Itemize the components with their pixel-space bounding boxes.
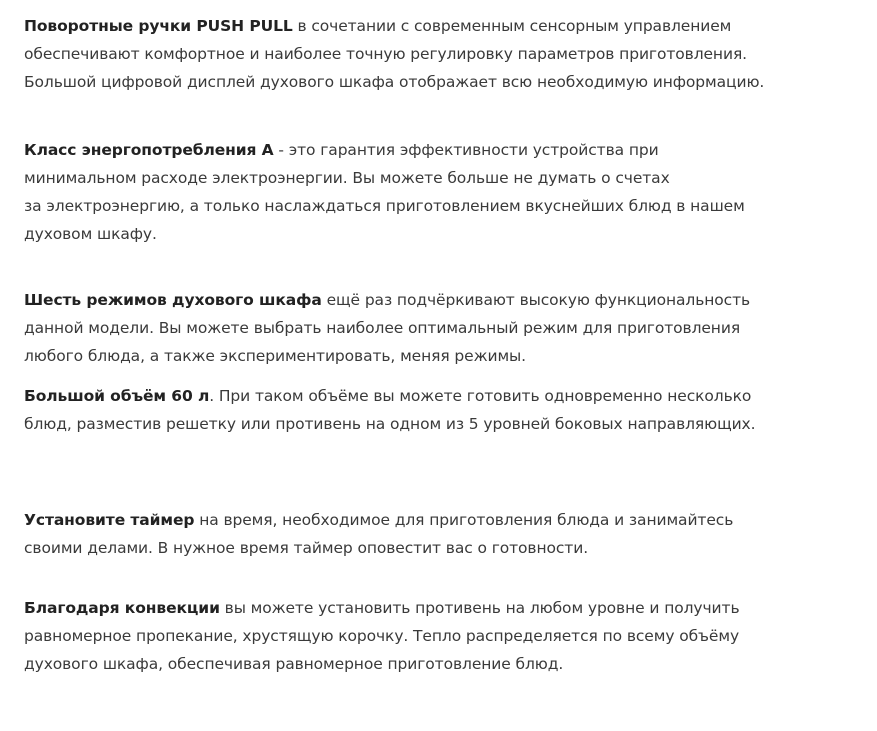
paragraph-text: вы можете установить противень на любом уровне и получить: [219, 599, 740, 617]
paragraph-push-pull-knobs: [24, 12, 764, 96]
paragraph-line: минимальном расходе электроэнергии. Вы можете больше не думать о счетах: [24, 169, 670, 187]
paragraph-heading: Установите таймер: [24, 511, 195, 529]
paragraph-line: блюд, разместив решетку или противень на одном из 5 уровней боковых направляющих.: [24, 415, 756, 433]
paragraph-line: Большой цифровой дисплей духового шкафа отображает всю необходимую информацию.: [24, 73, 765, 91]
paragraph-line: духовом шкафу.: [24, 225, 157, 243]
paragraph-line: [24, 12, 764, 40]
paragraph-line: любого блюда, а также экспериментировать, меняя режимы.: [24, 347, 526, 365]
paragraph-line: [24, 506, 733, 534]
paragraph-text: в сочетании с современным сенсорным управлением: [292, 17, 732, 35]
paragraph-line: за электроэнергию, а только наслаждаться приготовлением вкуснейших блюд в нашем: [24, 197, 745, 215]
paragraph-line: [24, 594, 740, 622]
paragraph-line: равномерное пропекание, хрустящую корочку. Тепло распределяется по всему объёму: [24, 627, 740, 645]
paragraph-heading: Шесть режимов духового шкафа: [24, 291, 322, 309]
paragraph-heading: Поворотные ручки PUSH PULL: [24, 17, 293, 35]
paragraph-text: . При таком объёме вы можете готовить одновременно несколько: [209, 387, 752, 405]
paragraph-line: духового шкафа, обеспечивая равномерное приготовление блюд.: [24, 655, 564, 673]
paragraph-line: данной модели. Вы можете выбрать наиболее оптимальный режим для приготовления: [24, 319, 741, 337]
paragraph-volume: [24, 382, 755, 438]
paragraph-heading: Класс энергопотребления А: [24, 141, 274, 159]
paragraph-text: на время, необходимое для приготовления блюда и занимайтесь: [194, 511, 734, 529]
paragraph-line: [24, 136, 745, 164]
paragraph-line: своими делами. В нужное время таймер оповестит вас о готовности.: [24, 539, 589, 557]
paragraph-energy-class: [24, 136, 745, 248]
paragraph-text: - это гарантия эффективности устройства при: [273, 141, 659, 159]
paragraph-timer: [24, 506, 733, 562]
paragraph-line: [24, 382, 755, 410]
paragraph-heading: Большой объём 60 л: [24, 387, 210, 405]
paragraph-line: обеспечивают комфортное и наиболее точную регулировку параметров приготовления.: [24, 45, 747, 63]
paragraph-text: ещё раз подчёркивают высокую функциональность: [321, 291, 751, 309]
paragraph-heading: Благодаря конвекции: [24, 599, 220, 617]
paragraph-line: [24, 286, 750, 314]
paragraph-convection: [24, 594, 740, 678]
paragraph-six-modes: [24, 286, 750, 370]
